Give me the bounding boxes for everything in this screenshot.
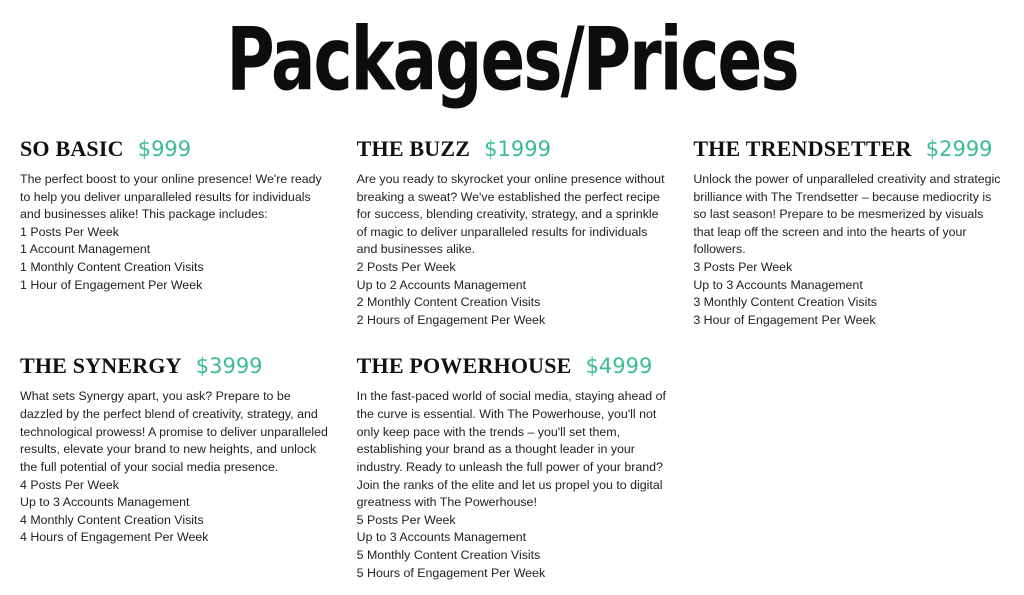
- package-feature: 5 Monthly Content Creation Visits: [356, 547, 541, 562]
- package-name: THE POWERHOUSE: [356, 353, 572, 379]
- package-description: The perfect boost to your online presence! We're ready to help you deliver unparalleled results for individuals and businesses alike! This package includes:: [20, 172, 322, 222]
- package-feature: Up to 2 Accounts Management: [356, 277, 527, 292]
- package-feature-list: [693, 259, 1004, 329]
- package-header: [693, 136, 1004, 162]
- package-header: [20, 136, 331, 162]
- package-name: SO BASIC: [20, 136, 124, 161]
- packages-grid: [0, 136, 1024, 582]
- package-header: [357, 136, 668, 162]
- package-card: [691, 136, 1006, 329]
- package-feature-list: [357, 512, 668, 582]
- package-description: Unlock the power of unparalleled creativity and strategic brilliance with The Trendsetter – because mediocrity is so last season! Prepare to be mesmerized by visuals that leap off the screen and into the hearts of your followers.: [693, 172, 1001, 257]
- package-feature: 4 Monthly Content Creation Visits: [20, 512, 204, 527]
- empty-cell: [691, 339, 1006, 582]
- package-feature: Up to 3 Accounts Management: [356, 530, 527, 545]
- package-feature: 1 Account Management: [20, 242, 151, 257]
- package-price: $2999: [925, 137, 993, 161]
- package-price: $1999: [484, 137, 551, 161]
- package-feature: 4 Posts Per Week: [20, 477, 119, 492]
- package-feature: 4 Hours of Engagement Per Week: [20, 530, 209, 545]
- package-description: Are you ready to skyrocket your online presence without breaking a sweat? We've established the perfect recipe for success, blending creativity, strategy, and a sprinkle of magic to deliver unparalleled results for individuals and businesses alike.: [356, 172, 665, 257]
- package-feature: 3 Posts Per Week: [693, 260, 793, 275]
- package-feature: Up to 3 Accounts Management: [20, 495, 190, 510]
- package-feature: 2 Hours of Engagement Per Week: [356, 312, 546, 327]
- package-description: What sets Synergy apart, you ask? Prepare to be dazzled by the perfect blend of creativity, strategy, and technological prowess! A promise to deliver unparalleled results, elevate your brand to new heights, and unlock the full potential of your social media presence.: [20, 389, 328, 474]
- package-feature: 3 Hour of Engagement Per Week: [693, 312, 876, 327]
- package-feature: Up to 3 Accounts Management: [693, 277, 863, 292]
- package-name: THE BUZZ: [356, 136, 471, 161]
- package-card: [355, 353, 670, 582]
- package-feature: 5 Hours of Engagement Per Week: [356, 565, 546, 580]
- package-feature: 3 Monthly Content Creation Visits: [693, 295, 877, 310]
- package-feature-list: [357, 259, 668, 329]
- package-description: In the fast-paced world of social media, staying ahead of the curve is essential. With The Powerhouse, you'll not only keep pace with the trends – you'll set them, establishing your brand as a thought leader in your industry. Ready to unleash the full power of your brand? Join the ranks of the elite and let us propel you to digital greatness with The Powerhouse!: [356, 389, 666, 510]
- package-name: THE SYNERGY: [20, 353, 182, 379]
- package-feature-list: [20, 477, 331, 547]
- package-price: $3999: [195, 354, 263, 379]
- package-feature-list: [20, 224, 331, 294]
- package-name: THE TRENDSETTER: [693, 136, 912, 161]
- package-price: $4999: [585, 354, 653, 379]
- package-card: [18, 353, 333, 582]
- package-feature: 1 Hour of Engagement Per Week: [20, 277, 203, 292]
- package-header: [20, 353, 331, 379]
- package-feature: 5 Posts Per Week: [356, 512, 456, 527]
- package-feature: 2 Monthly Content Creation Visits: [356, 295, 541, 310]
- page-title: Packages/Prices: [226, 10, 798, 112]
- package-feature: 1 Posts Per Week: [20, 224, 119, 239]
- package-header: [357, 353, 668, 379]
- package-card: [355, 136, 670, 329]
- package-feature: 1 Monthly Content Creation Visits: [20, 260, 204, 275]
- package-feature: 2 Posts Per Week: [356, 260, 456, 275]
- package-price: $999: [137, 137, 192, 161]
- package-card: [18, 136, 333, 329]
